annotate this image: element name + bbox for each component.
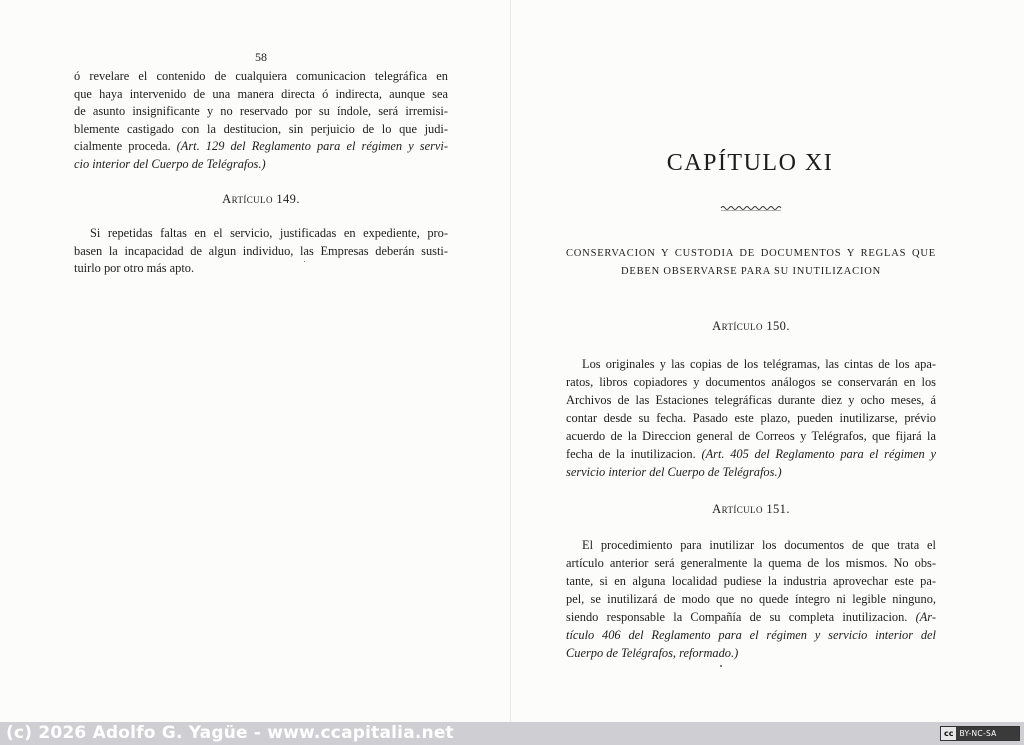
page-number: 58	[255, 50, 267, 64]
copyright-credit: (c) 2026 Adolfo G. Yagüe - www.ccapitalia.net	[6, 723, 454, 743]
text-line	[566, 463, 936, 481]
license-terms: BY-NC-SA	[959, 729, 997, 738]
text-line: ó revelare el contenido de cualquiera comunicacion telegráfica en	[74, 69, 448, 83]
text-line: contar desde su fecha. Pasado este plazo, pueden inutilizarse, prévio	[566, 411, 936, 425]
text-line: de asunto insignificante y no reservado por su índole, será irremisi-	[74, 104, 448, 119]
text-line	[566, 626, 936, 644]
text-line: blemente castigado con la destitucion, sin perjuicio de lo que judi-	[74, 121, 448, 136]
section-title-line: CONSERVACION Y CUSTODIA DE DOCUMENTOS Y REGLAS QUE	[566, 248, 936, 259]
article-150-heading: Artículo 150.	[712, 319, 790, 333]
section-title	[566, 245, 936, 281]
citation-text: servicio interior del Cuerpo de Telégrafos.)	[566, 465, 782, 479]
text-line: pel, se inutilizará de modo que no quede íntegro ni legible ninguno,	[566, 592, 936, 606]
text-line: tante, si en alguna localidad pudiese la industria aprovechar este pa-	[566, 574, 936, 588]
text-line	[566, 608, 936, 626]
wavy-ornament	[720, 204, 782, 212]
print-speck	[304, 261, 305, 262]
text-line: acuerdo de la Direccion general de Correos y Telégrafos, que fijará la	[566, 429, 936, 443]
text-line: que haya intervenido de una manera directa ó indirecta, aunque sea	[74, 86, 448, 101]
text-line: artículo anterior será generalmente la quema de los mismos. No obs-	[566, 556, 936, 570]
citation-text: (Art. 405 del Reglamento para el régimen y	[701, 447, 936, 461]
article-149-heading: Artículo 149.	[222, 191, 300, 206]
cc-license-badge[interactable]	[940, 726, 1020, 741]
article-150-text	[566, 355, 936, 481]
text-line: tuirlo por otro más apto.	[74, 261, 195, 276]
text-line: Archivos de las Estaciones telegráficas durante diez y ocho meses, á	[566, 393, 936, 407]
text-line: Los originales y las copias de los telégramas, las cintas de los apa-	[582, 357, 936, 371]
text-span: fecha de la inutilizacion.	[566, 447, 702, 461]
left-page-text	[74, 68, 448, 278]
text-line: ratos, libros copiadores y documentos análogos se conservarán en los	[566, 375, 936, 389]
article-151-heading: Artículo 151.	[712, 502, 790, 516]
text-line: El procedimiento para inutilizar los documentos de que trata el	[582, 538, 936, 552]
cc-logo-icon: cc	[941, 727, 956, 740]
print-speck	[720, 665, 722, 667]
citation-text: (Ar-	[915, 610, 936, 624]
watermark-bar	[0, 722, 1024, 745]
page-gutter	[510, 0, 511, 722]
chapter-title: CAPÍTULO XI	[666, 150, 834, 176]
text-span: siendo responsable la Compañía de su completa inutilizacion.	[566, 610, 916, 624]
text-line: basen la incapacidad de algun individuo, las Empresas deberán susti-	[74, 243, 448, 258]
text-line	[566, 445, 936, 463]
citation-text: Cuerpo de Telégrafos, reformado.)	[566, 646, 739, 660]
section-title-line: DEBEN OBSERVARSE PARA SU INUTILIZACION	[621, 266, 881, 277]
text-line	[566, 644, 936, 662]
citation-text: (Art. 129 del Reglamento para el régimen y servi-	[176, 139, 448, 154]
text-span: cialmente proceda.	[74, 139, 177, 154]
citation-text: tículo 406 del Reglamento para el régimen y servicio interior del	[566, 628, 936, 642]
text-line: Si repetidas faltas en el servicio, justificadas en expediente, pro-	[90, 226, 448, 241]
article-151-text	[566, 536, 936, 662]
citation-text: cio interior del Cuerpo de Telégrafos.)	[74, 156, 266, 171]
text-line	[74, 156, 448, 174]
text-line	[74, 138, 448, 156]
